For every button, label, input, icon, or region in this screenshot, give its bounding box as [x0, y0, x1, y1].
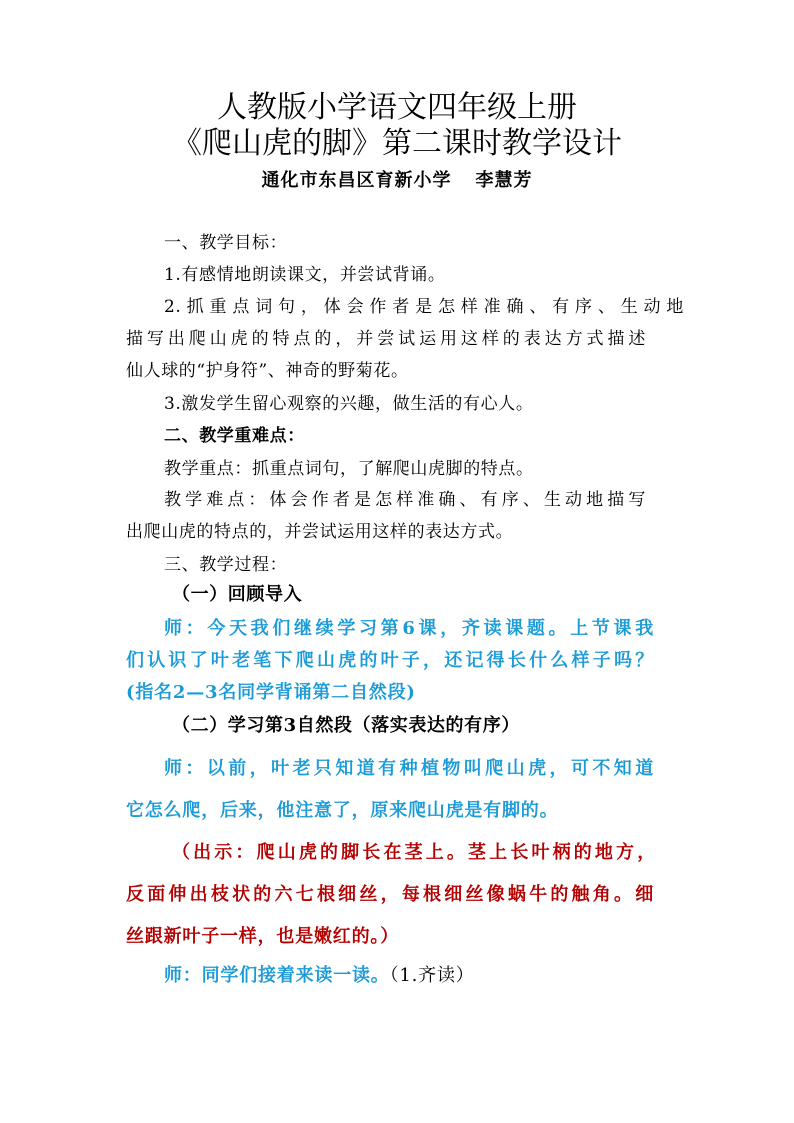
- step2-display-line-1: （出示：爬山虎的脚长在茎上。茎上长叶柄的地方，: [172, 842, 656, 863]
- document-title-line2: 《爬山虎的脚》第二课时教学设计: [172, 126, 622, 161]
- step1-teacher-line-1: 师：今天我们继续学习第6课，齐读课题。上节课我: [164, 618, 654, 639]
- author-name: 李慧芳: [475, 170, 533, 191]
- goals-heading: 一、教学目标：: [164, 233, 288, 253]
- school-name: 通化市东昌区育新小学: [261, 170, 452, 191]
- step2-reading-note: （1.齐读）: [389, 965, 475, 986]
- step1-heading: （一）回顾导入: [172, 584, 303, 605]
- step2-heading: （二）学习第3自然段（落实表达的有序）: [172, 715, 520, 736]
- goal-1: 1.有感情地朗读课文，并尝试背诵。: [164, 265, 446, 285]
- author-line: [0, 168, 794, 194]
- step2-display-line-3: 丝跟新叶子一样，也是嫩红的。）: [126, 926, 399, 947]
- step2-teacher-line-2: 它怎么爬，后来，他注意了，原来爬山虎是有脚的。: [126, 800, 559, 821]
- goal-2-line-2: 描写出爬山虎的特点的，并尝试运用这样的表达方式描述: [126, 329, 646, 349]
- step1-teacher-line-3: (指名2—3名同学背诵第二自然段): [126, 682, 416, 703]
- key-difficulty-line-2: 出爬山虎的特点的，并尝试运用这样的表达方式。: [126, 522, 514, 542]
- step2-teacher-line-3: [164, 964, 684, 988]
- step2-display-line-2: 反面伸出枝状的六七根细丝，每根细丝像蜗牛的触角。细: [126, 884, 654, 905]
- key-difficulty-line-1: 教学难点：体会作者是怎样准确、有序、生动地描写: [164, 490, 646, 510]
- process-heading: 三、教学过程：: [164, 555, 288, 575]
- keypoints-heading: 二、教学重难点：: [164, 426, 305, 446]
- document-title-line1: 人教版小学语文四年级上册: [217, 90, 577, 125]
- key-focus: 教学重点：抓重点词句，了解爬山虎脚的特点。: [164, 459, 534, 479]
- step1-teacher-line-2: 们认识了叶老笔下爬山虎的叶子，还记得长什么样子吗？: [126, 650, 654, 671]
- step2-teacher-line-1: 师：以前，叶老只知道有种植物叫爬山虎，可不知道: [164, 758, 654, 779]
- goal-3: 3.激发学生留心观察的兴趣，做生活的有心人。: [164, 394, 534, 414]
- goal-2-line-1: 2.抓重点词句，体会作者是怎样准确、有序、生动地: [164, 297, 684, 317]
- goal-2-line-3: 仙人球的“护身符”、神奇的野菊花。: [126, 361, 409, 381]
- step2-teacher-prompt: 师：同学们接着来读一读。: [164, 965, 390, 986]
